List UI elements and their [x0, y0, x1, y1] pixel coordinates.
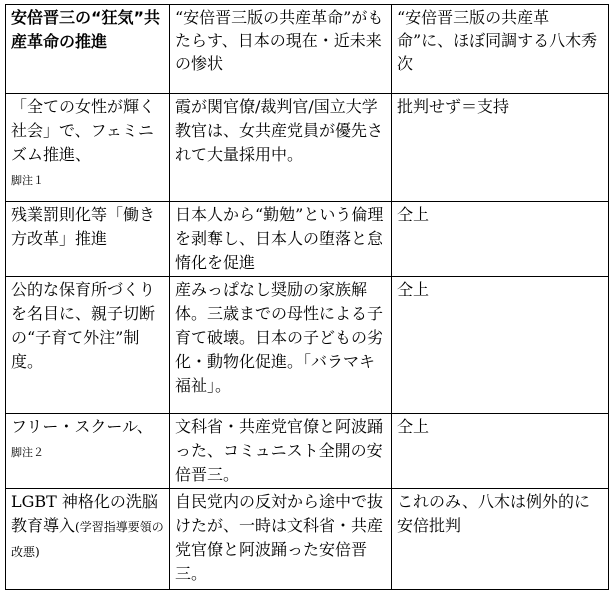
- policy-cell: [6, 489, 170, 590]
- yagi-cell: これのみ、八木は例外的に安倍批判: [392, 489, 609, 590]
- policy-note: (学習指導要領の改悪): [11, 520, 164, 559]
- table-row: [6, 277, 609, 414]
- footnote-ref: 脚注１: [11, 174, 44, 187]
- policy-text: LGBT 神格化の洗脳教育導入: [11, 492, 158, 535]
- policy-cell: 残業罰則化等「働き方改革」推進: [6, 202, 170, 277]
- yagi-cell: 仝上: [392, 277, 609, 414]
- table-row: [6, 94, 609, 202]
- consequence-cell: 文科省・共産党官僚と阿波踊った、コミュニスト全開の安倍晋三。: [170, 414, 392, 489]
- header-row: [6, 5, 609, 94]
- footnote-ref: 脚注２: [11, 446, 44, 459]
- header-abe-communist-revolution: 安倍晋三の“狂気”共産革命の推進: [6, 5, 170, 94]
- policy-text: 「全ての女性が輝く社会」で、フェミニズム推進、: [11, 97, 156, 164]
- header-consequences: “安倍晋三版の共産革命”がもたらす、日本の現在・近未来の惨状: [170, 5, 392, 94]
- policy-cell: 公的な保育所づくりを名目に、親子切断の“子育て外注”制度。: [6, 277, 170, 414]
- yagi-cell: 批判せず＝支持: [392, 94, 609, 202]
- header-yagi-stance: “安倍晋三版の共産革命”に、ほぼ同調する八木秀次: [392, 5, 609, 94]
- table-row: [6, 202, 609, 277]
- consequence-cell: 自民党内の反対から途中で抜けたが、一時は文科省・共産党官僚と阿波踊った安倍晋三。: [170, 489, 392, 590]
- comparison-table: [5, 4, 609, 590]
- table-row: [6, 489, 609, 590]
- consequence-cell: 産みっぱなし奨励の家族解体。三歳までの母性による子育て破壊。日本の子どもの劣化・動物化促進。「バラマキ福祉」。: [170, 277, 392, 414]
- yagi-cell: 仝上: [392, 414, 609, 489]
- consequence-cell: 霞が関官僚/裁判官/国立大学教官は、女共産党員が優先されて大量採用中。: [170, 94, 392, 202]
- consequence-cell: 日本人から“勤勉”という倫理を剥奪し、日本人の堕落と怠惰化を促進: [170, 202, 392, 277]
- yagi-cell: 仝上: [392, 202, 609, 277]
- table-row: [6, 414, 609, 489]
- policy-cell: [6, 414, 170, 489]
- policy-text: フリー・スクール、: [11, 417, 153, 436]
- policy-cell: [6, 94, 170, 202]
